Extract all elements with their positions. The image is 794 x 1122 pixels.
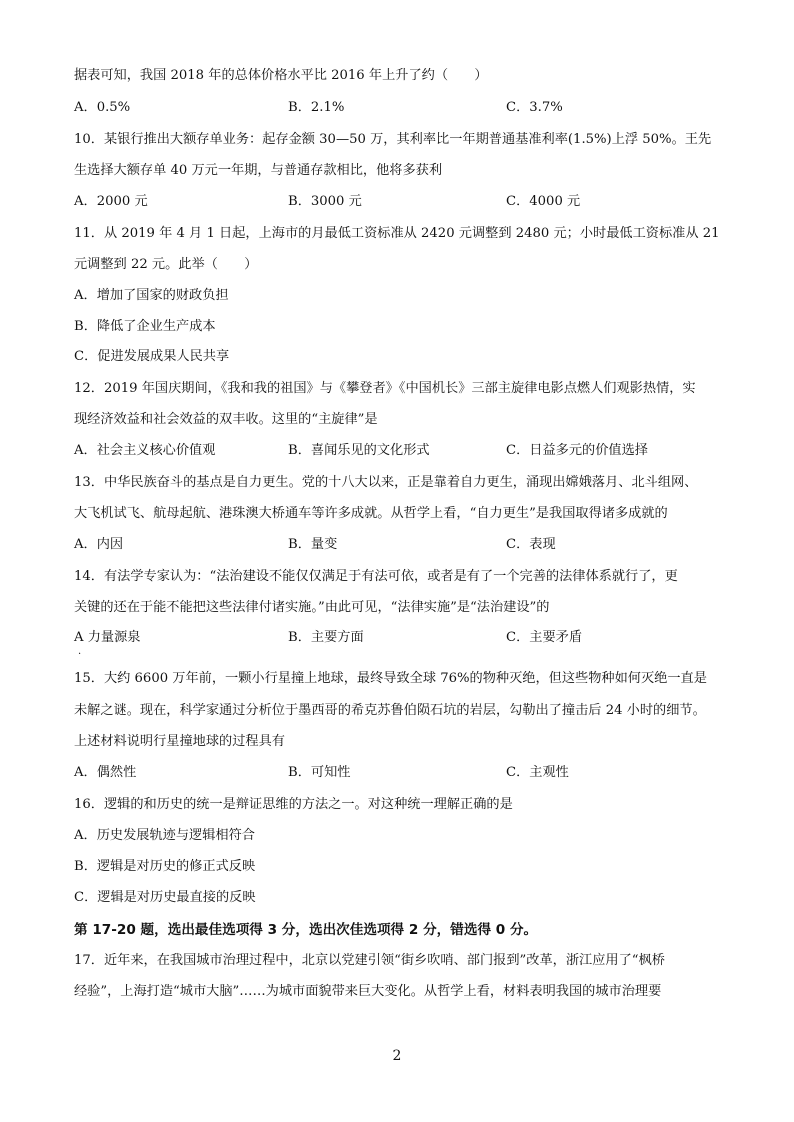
question-15-stem-line2: 未解之谜。现在，科学家通过分析位于墨西哥的希克苏鲁伯陨石坑的岩层，勾勒出了撞击后 24 小时的细节。 [74,703,706,718]
page-number: 2 [392,1048,402,1064]
section-instruction: 第 17-20 题，选出最佳选项得 3 分，选出次佳选项得 2 分，错选得 0 分。 [74,922,538,938]
option-a: A．2000 元 [74,194,148,209]
option-b: B．2.1% [288,100,345,115]
question-11-stem-line2: 元调整到 22 元。此举（ ） [74,257,258,272]
option-a: A．内因 [74,537,124,552]
option-b: B．可知性 [288,765,351,780]
question-17-stem-line2: 经验”，上海打造“城市大脑”……为城市面貌带来巨大变化。从哲学上看，材料表明我国的城市治理要 [74,984,662,999]
question-16-option-c: C．逻辑是对历史最直接的反映 [74,890,256,905]
stray-dot-mark: . [78,646,82,657]
option-a: A 力量源泉 [74,630,141,645]
question-11-option-c: C．促进发展成果人民共享 [74,349,230,364]
option-a: A．社会主义核心价值观 [74,443,216,458]
question-11-option-a: A．增加了国家的财政负担 [74,288,229,303]
option-b: B．主要方面 [288,630,364,645]
question-17-stem-line1: 17．近年来，在我国城市治理过程中，北京以党建引领“街乡吹哨、部门报到”改革，浙江应用了“枫桥 [74,953,665,968]
question-10-options [74,192,734,212]
option-c: C．日益多元的价值选择 [506,443,648,458]
question-9-stem: 据表可知，我国 2018 年的总体价格水平比 2016 年上升了约（ ） [74,68,488,83]
question-16-option-a: A．历史发展轨迹与逻辑相符合 [74,828,255,843]
question-12-options [74,441,734,461]
question-16-stem: 16．逻辑的和历史的统一是辩证思维的方法之一。对这种统一理解正确的是 [74,797,513,812]
option-c: C．4000 元 [506,194,581,209]
question-16-option-b: B．逻辑是对历史的修正式反映 [74,859,256,874]
question-10-stem-line2: 生选择大额存单 40 万元一年期，与普通存款相比，他将多获利 [74,163,443,178]
question-14-stem-line1: 14．有法学专家认为：“法治建设不能仅仅满足于有法可依，或者是有了一个完善的法律体系就行了，更 [74,569,678,584]
option-c: C．表现 [506,537,556,552]
question-15-stem-line3: 上述材料说明行星撞地球的过程具有 [74,734,285,749]
question-14-options [74,628,734,648]
question-10-stem-line1: 10．某银行推出大额存单业务：起存金额 30—50 万，其利率比一年期普通基准利率(1.5%)上浮 50%。王先 [74,132,712,147]
question-15-stem-line1: 15．大约 6600 万年前，一颗小行星撞上地球，最终导致全球 76%的物种灭绝，但这些物种如何灭绝一直是 [74,671,707,686]
question-15-options [74,763,734,783]
question-13-stem-line2: 大飞机试飞、航母起航、港珠澳大桥通车等许多成就。从哲学上看，“自力更生”是我国取得诸多成就的 [74,506,668,521]
question-12-stem-line1: 12．2019 年国庆期间，《我和我的祖国》与《攀登者》《中国机长》三部主旋律电影点燃人们观影热情，实 [74,381,696,396]
question-11-stem-line1: 11．从 2019 年 4 月 1 日起，上海市的月最低工资标准从 2420 元调整到 2480 元；小时最低工资标准从 21 [74,226,720,241]
option-b: B．喜闻乐见的文化形式 [288,443,430,458]
option-a: A．0.5% [74,100,131,115]
option-b: B．3000 元 [288,194,362,209]
question-11-option-b: B．降低了企业生产成本 [74,319,216,334]
question-9-options [74,98,734,118]
option-a: A．偶然性 [74,765,137,780]
option-b: B．量变 [288,537,338,552]
option-c: C．主观性 [506,765,569,780]
question-13-options [74,535,734,555]
question-12-stem-line2: 现经济效益和社会效益的双丰收。这里的“主旋律”是 [74,412,378,427]
option-c: C．3.7% [506,100,563,115]
question-14-stem-line2: 关键的还在于能不能把这些法律付诸实施。”由此可见，“法律实施”是“法治建设”的 [74,600,550,615]
question-13-stem-line1: 13．中华民族奋斗的基点是自力更生。党的十八大以来，正是靠着自力更生，涌现出嫦娥落月、北斗组网、 [74,475,698,490]
option-c: C．主要矛盾 [506,630,583,645]
